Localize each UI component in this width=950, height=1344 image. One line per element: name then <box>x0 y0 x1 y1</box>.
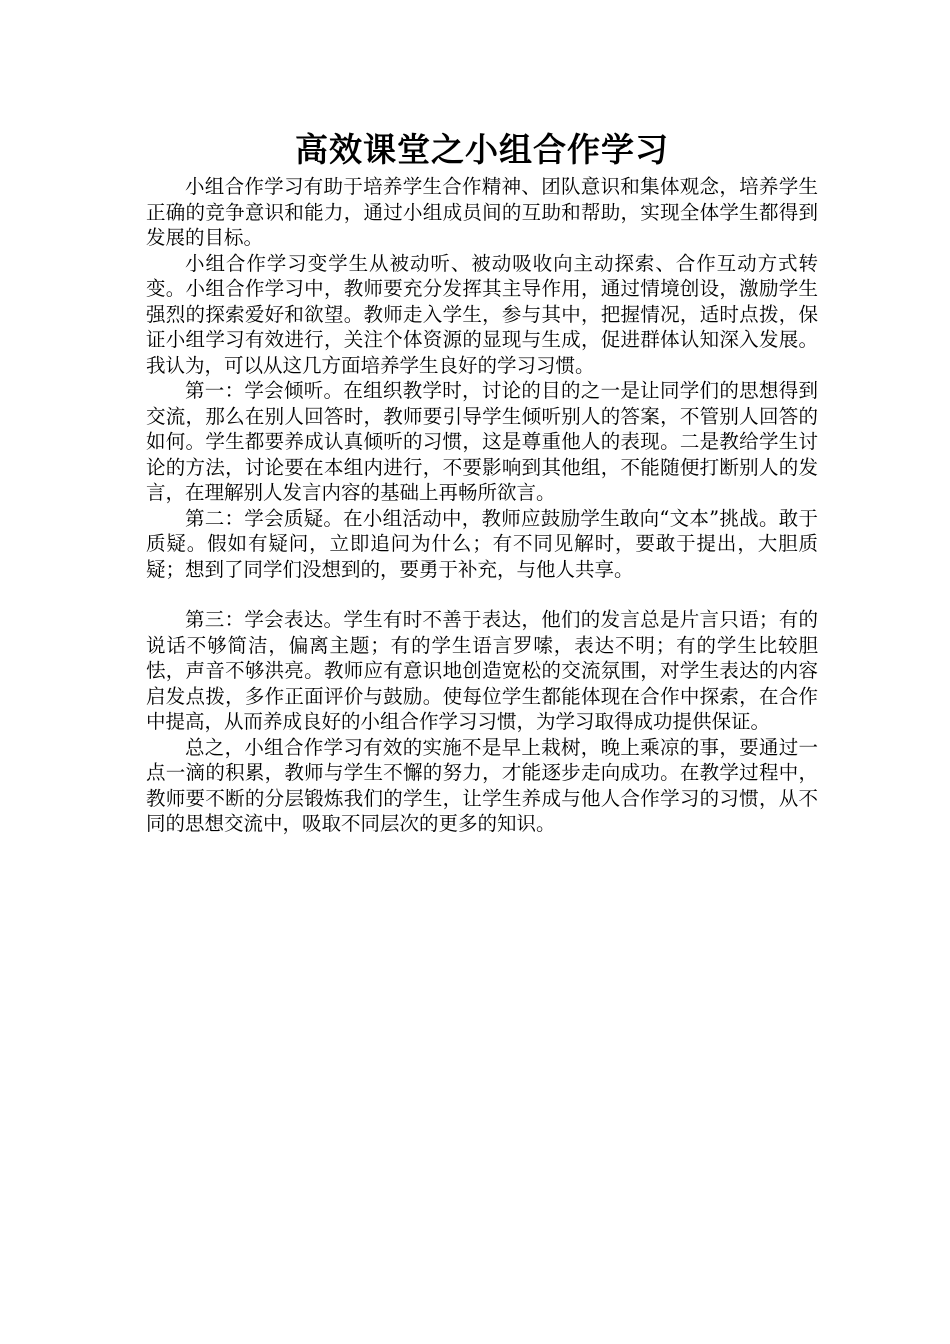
paragraph-intro: 小组合作学习有助于培养学生合作精神、团队意识和集体观念，培养学生正确的竞争意识和能力，通过小组成员间的互助和帮助，实现全体学生都得到发展的目标。 <box>146 175 818 249</box>
document-body <box>146 128 818 837</box>
paragraph-conclusion: 总之，小组合作学习有效的实施不是早上栽树，晚上乘凉的事，要通过一点一滴的积累，教师与学生不懈的努力，才能逐步走向成功。在教学过程中，教师要不断的分层锻炼我们的学生，让学生养成与他人合作学习的习惯，从不同的思想交流中，吸取不同层次的更多的知识。 <box>146 735 818 835</box>
document-title: 高效课堂之小组合作学习 <box>295 130 669 169</box>
paragraph-expression: 第三：学会表达。学生有时不善于表达，他们的发言总是片言只语；有的说话不够简洁，偏离主题；有的学生语言罗嗦，表达不明；有的学生比较胆怯，声音不够洪亮。教师应有意识地创造宽松的交流氛围，对学生表达的内容启发点拨，多作正面评价与鼓励。使每位学生都能体现在合作中探索，在合作中提高，从而养成良好的小组合作学习习惯，为学习取得成功提供保证。 <box>146 608 818 733</box>
paragraph-questioning: 第二：学会质疑。在小组活动中，教师应鼓励学生敢向“文本”挑战。敢于质疑。假如有疑问，立即追问为什么；有不同见解时，要敢于提出，大胆质疑；想到了同学们没想到的，要勇于补充，与他人共享。 <box>146 506 818 581</box>
paragraph-method: 小组合作学习变学生从被动听、被动吸收向主动探索、合作互动方式转变。小组合作学习中，教师要充分发挥其主导作用，通过情境创设，激励学生强烈的探索爱好和欲望。教师走入学生，参与其中，把握情况，适时点拨，保证小组学习有效进行，关注个体资源的显现与生成，促进群体认知深入发展。我认为，可以从这几方面培养学生良好的学习习惯。 <box>146 251 818 377</box>
paragraph-listening: 第一：学会倾听。在组织教学时，讨论的目的之一是让同学们的思想得到交流，那么在别人回答时，教师要引导学生倾听别人的答案，不管别人回答的如何。学生都要养成认真倾听的习惯，这是尊重他人的表现。二是教给学生讨论的方法，讨论要在本组内进行，不要影响到其他组，不能随便打断别人的发言，在理解别人发言内容的基础上再畅所欲言。 <box>146 379 818 504</box>
